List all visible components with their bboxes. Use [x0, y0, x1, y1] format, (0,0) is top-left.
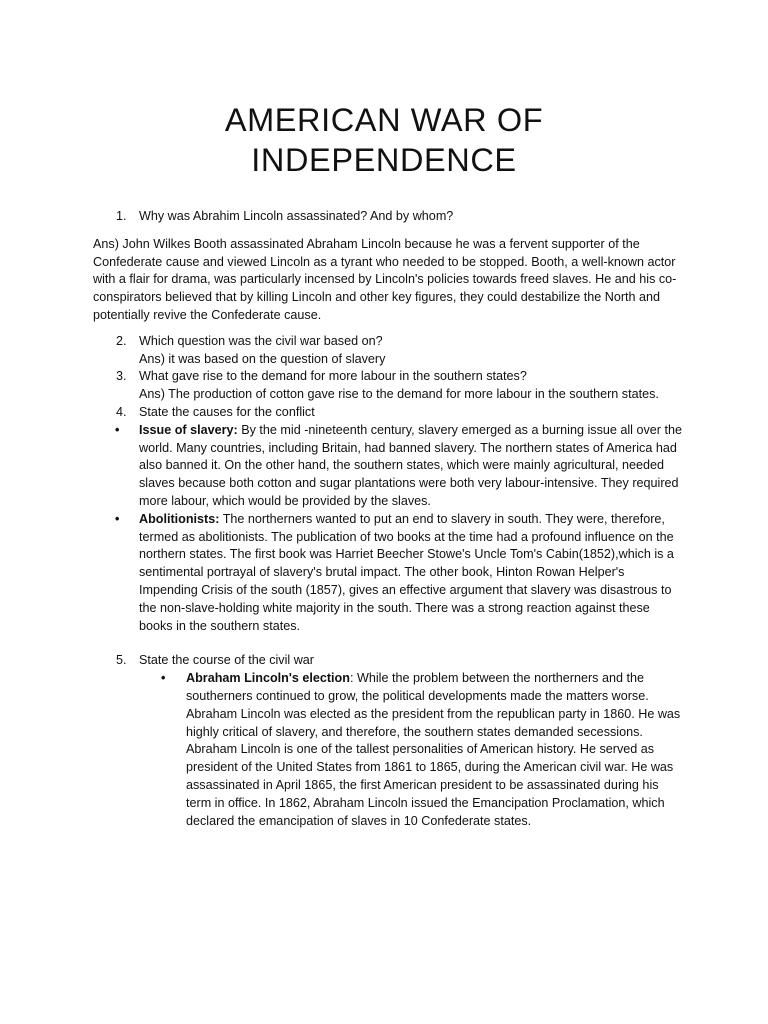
- bullet-heading: Abolitionists:: [139, 511, 220, 526]
- question-number: 3.: [116, 369, 127, 384]
- bullet-text: : While the problem between the northerners and the southerners continued to grow, the political developments made the matters worse. Abraham Lincoln was elected as the president from the republican party in 1860. He was highly critical of slavery, and therefore, the southern states demanded secessions. Abraham Lincoln is one of the tallest personalities of American history. He served as president of the United States from 1861 to 1865, during the American civil war. He was assassinated in April 1865, the first American president to be assassinated during his term in office. In 1862, Abraham Lincoln issued the Emancipation Proclamation, which declared the emancipation of slaves in 10 Confederate states.: [186, 671, 681, 828]
- question-text: Why was Abrahim Lincoln assassinated? And by whom?: [139, 209, 454, 223]
- question-text: State the causes for the conflict: [139, 404, 315, 419]
- list-item: [93, 670, 683, 830]
- answer-1: Ans) John Wilkes Booth assassinated Abraham Lincoln because he was a fervent supporter of the Confederate cause and viewed Lincoln as a tyrant who needed to be stopped. Booth, a well-known actor with a flair for drama, was particularly incensed by Lincoln's policies towards freed slaves. He and his co-conspirators believed that by killing Lincoln and other key figures, they could destabilize the North and potentially revive the Confederate cause.: [93, 236, 677, 322]
- question-text: State the course of the civil war: [139, 653, 314, 668]
- bullet-text: By the mid -nineteenth century, slavery emerged as a burning issue all over the world. Many countries, including Britain, had banned slavery. The northern states of America had also banned it. On the other hand, the southern states, which were mainly agricultural, needed slaves because both cotton and sugar plantations were both very labour-intensive. They required more labour, which would be provided by the slaves.: [139, 422, 682, 508]
- bullet-icon: •: [161, 671, 166, 686]
- document-title: [0, 100, 768, 180]
- question-3: [93, 368, 683, 404]
- question-number: 5.: [116, 653, 127, 668]
- question-2: [93, 333, 683, 369]
- bullet-heading: Issue of slavery:: [139, 422, 238, 437]
- list-item: [93, 511, 683, 636]
- list-item: [93, 422, 683, 511]
- question-number: 4.: [116, 404, 127, 419]
- bullet-icon: •: [115, 511, 120, 526]
- bullet-heading: Abraham Lincoln's election: [186, 671, 350, 686]
- question-4: [93, 404, 683, 422]
- question-number: 1.: [116, 209, 127, 223]
- title-line-1: AMERICAN WAR OF: [224, 102, 544, 138]
- answer-2: Ans) it was based on the question of slavery: [139, 351, 386, 366]
- question-text: What gave rise to the demand for more labour in the southern states?: [139, 369, 527, 384]
- bullet-icon: •: [115, 422, 120, 437]
- title-line-2: INDEPENDENCE: [251, 142, 517, 178]
- question-number: 2.: [116, 333, 127, 348]
- question-text: Which question was the civil war based on?: [139, 333, 383, 348]
- question-1: [93, 208, 683, 226]
- document-body: [93, 208, 683, 830]
- question-5: [93, 652, 683, 670]
- bullet-text: The northerners wanted to put an end to slavery in south. They were, therefore, termed as abolitionists. The publication of two books at the time had a profound influence on the northern states. The first book was Harriet Beecher Stowe's Uncle Tom's Cabin(1852),which is a sentimental portrayal of slavery's brutal impact. The other book, Hinton Rowan Helper's Impending Crisis of the south (1857), gives an effective argument that slavery was disastrous to the non-slave-holding white majority in the south. There was a strong reaction against these books in the southern states.: [139, 511, 674, 633]
- answer-3: Ans) The production of cotton gave rise to the demand for more labour in the southern states.: [139, 387, 659, 402]
